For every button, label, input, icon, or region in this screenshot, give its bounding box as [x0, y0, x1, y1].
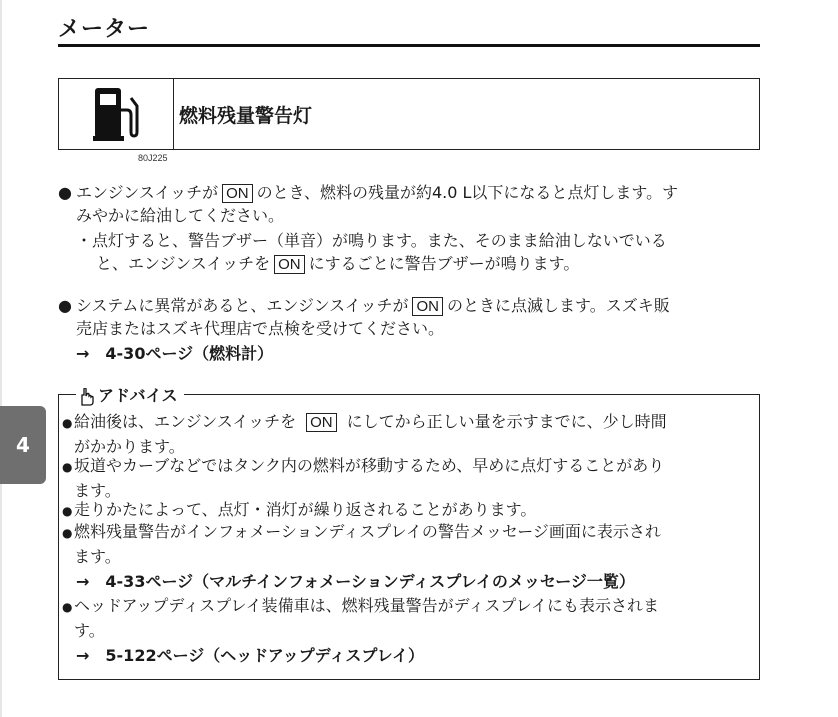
warning-panel — [58, 78, 760, 150]
on-key-label: ON — [412, 297, 443, 316]
on-key-label: ON — [274, 255, 305, 274]
advice-item: ●走りかたによって、点灯・消灯が繰り返されることがあります。 — [62, 500, 537, 519]
figure-code: 80J225 — [138, 153, 168, 163]
advice-item: ●燃料残量警告がインフォメーションディスプレイの警告メッセージ画面に表示され ます。 → 4-33ページ（マルチインフォメーションディスプレイのメッセージ一覧） — [62, 522, 661, 591]
section-title: メーター — [58, 17, 151, 42]
paragraph-low-fuel: ● エンジンスイッチが ON のとき、燃料の残量が約4.0 L以下になると点灯します。す みやかに給油してください。 ・点灯すると、警告ブザー（単音）が鳴ります。また、そのまま給油しないでいる と、エンジンスイッチを ON にするごとに警告ブザーが鳴ります。 — [58, 183, 679, 273]
page-reference-link[interactable]: → 4-30ページ（燃料計） — [76, 344, 274, 363]
page-reference-link[interactable]: → 5-122ページ（ヘッドアップディスプレイ） — [76, 646, 424, 665]
advice-item: ●坂道やカーブなどではタンク内の燃料が移動するため、早めに点灯することがあり ます。 — [62, 456, 665, 500]
advice-item: ●ヘッドアップディスプレイ装備車は、燃料残量警告がディスプレイにも表示されま す。 → 5-122ページ（ヘッドアップディスプレイ） — [62, 596, 659, 665]
title-rule — [58, 44, 760, 47]
advice-label: アドバイス — [76, 383, 184, 406]
advice-item: ●給油後は、エンジンスイッチを ON にしてから正しい量を示すまでに、少し時間 がかかります。 — [62, 412, 667, 456]
pointing-hand-icon — [78, 388, 96, 406]
warning-icon-cell — [59, 79, 174, 149]
warning-light-title: 燃料残量警告灯 — [179, 105, 313, 127]
page-edge — [0, 0, 2, 717]
bullet: ● — [58, 183, 72, 202]
paragraph-system-error: ● システムに異常があると、エンジンスイッチが ON のときに点滅します。スズキ販 売店またはスズキ代理店で点検を受けてください。 → 4-30ページ（燃料計） — [58, 296, 670, 363]
on-key-label: ON — [222, 184, 253, 203]
on-key-label: ON — [306, 413, 337, 432]
chapter-tab: 4 — [0, 406, 46, 484]
page-reference-link[interactable]: → 4-33ページ（マルチインフォメーションディスプレイのメッセージ一覧） — [76, 572, 635, 591]
fuel-pump-icon — [93, 86, 139, 142]
bullet: ● — [58, 296, 72, 315]
